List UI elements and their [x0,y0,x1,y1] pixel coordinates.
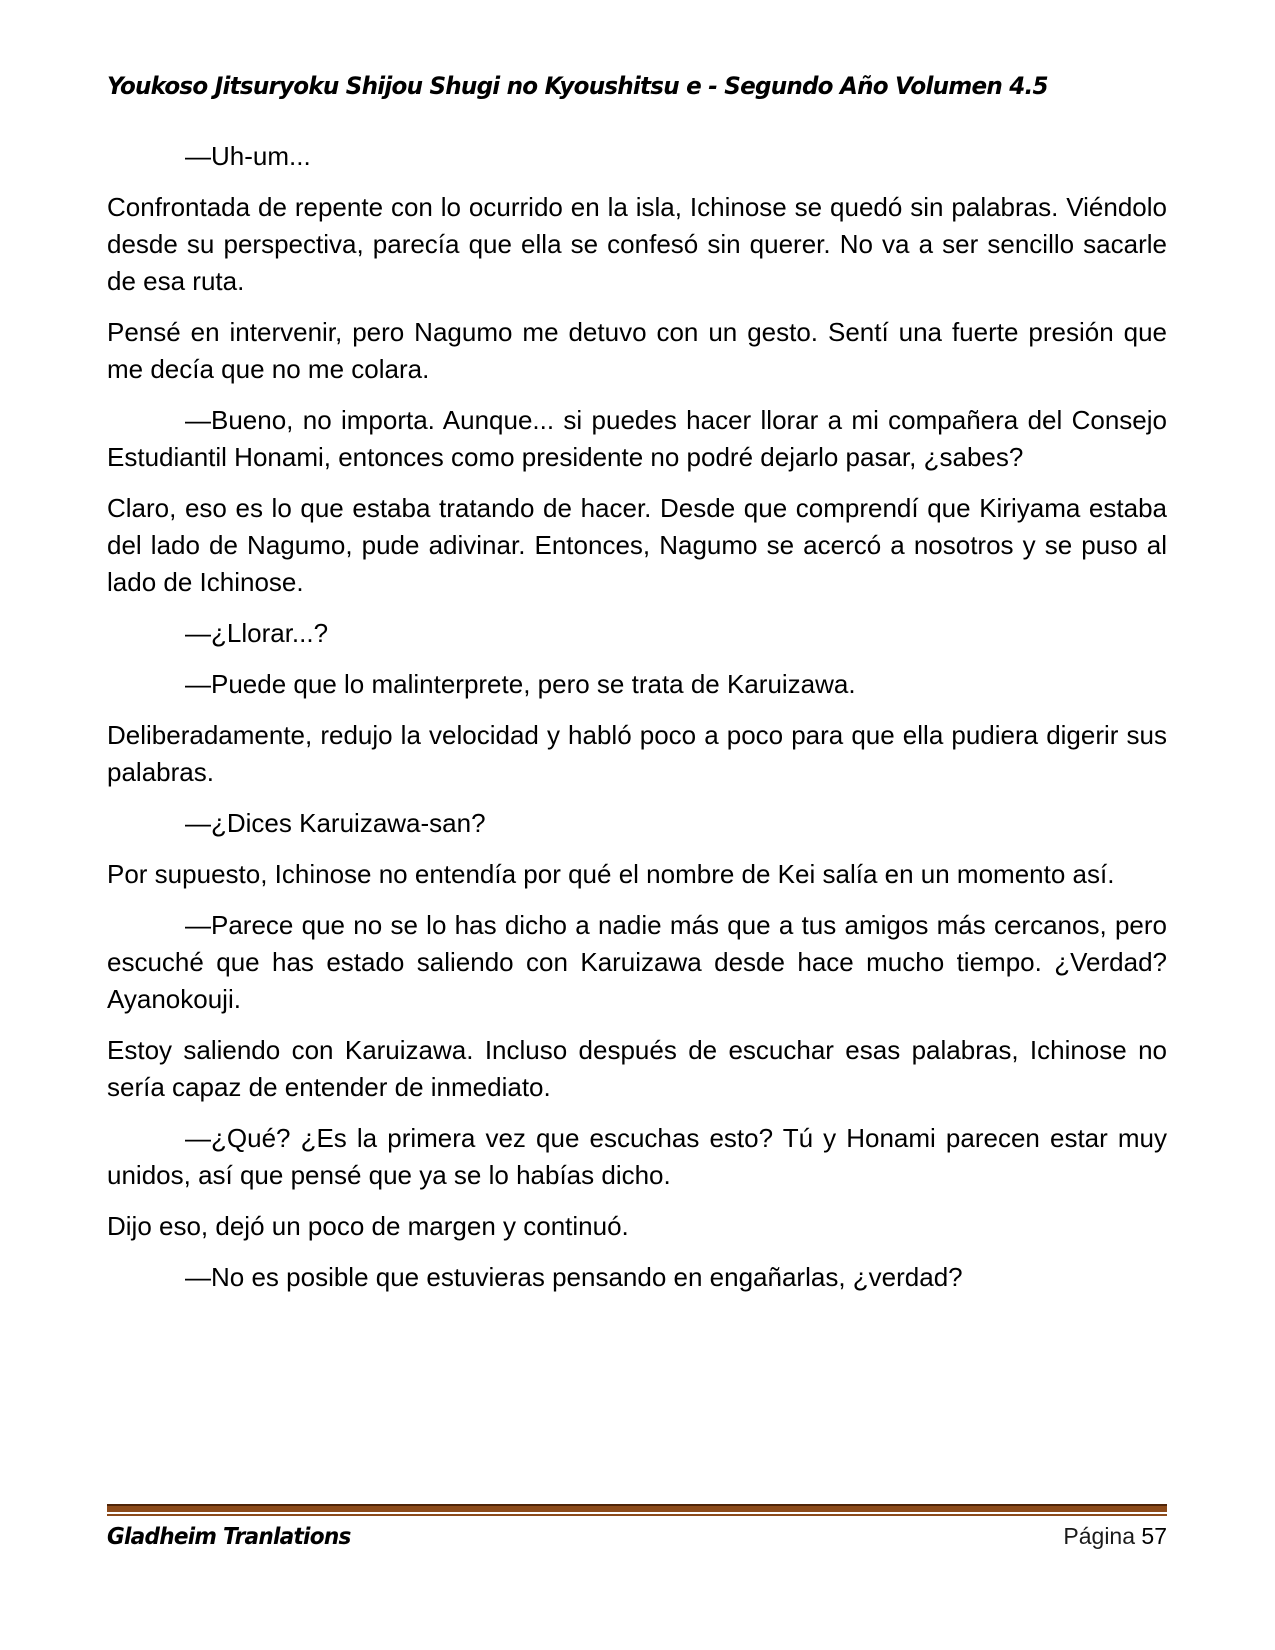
body-text [107,138,1167,1310]
narration-paragraph: Por supuesto, Ichinose no entendía por qué el nombre de Kei salía en un momento así. [107,859,1115,889]
narration-paragraph: Pensé en intervenir, pero Nagumo me detuvo con un gesto. Sentí una fuerte presión que me decía que no me colara. [107,317,1167,384]
dialogue-paragraph: —No es posible que estuvieras pensando en engañarlas, ¿verdad? [185,1262,963,1292]
narration-paragraph: Dijo eso, dejó un poco de margen y continuó. [107,1211,629,1241]
footer-divider-thin [107,1514,1167,1516]
dialogue-paragraph: —Puede que lo malinterprete, pero se trata de Karuizawa. [185,669,856,699]
dialogue-paragraph: —Parece que no se lo has dicho a nadie más que a tus amigos más cercanos, pero escuché que has estado saliendo con Karuizawa desde hace mucho tiempo. ¿Verdad? Ayanokouji. [107,910,1167,1014]
narration-paragraph: Estoy saliendo con Karuizawa. Incluso después de escuchar esas palabras, Ichinose no sería capaz de entender de inmediato. [107,1035,1167,1102]
page-label: Página [1063,1523,1136,1549]
dialogue-paragraph: —¿Llorar...? [185,618,329,648]
narration-paragraph: Claro, eso es lo que estaba tratando de hacer. Desde que comprendí que Kiriyama estaba del lado de Nagumo, pude adivinar. Entonces, Nagumo se acercó a nosotros y se puso al lado de Ichinose. [107,493,1167,597]
narration-paragraph: Deliberadamente, redujo la velocidad y habló poco a poco para que ella pudiera digerir sus palabras. [107,720,1167,787]
page-header [107,72,1167,100]
page-footer [107,1504,1167,1550]
dialogue-paragraph: —Bueno, no importa. Aunque... si puedes hacer llorar a mi compañera del Consejo Estudiantil Honami, entonces como presidente no podré dejarlo pasar, ¿sabes? [107,405,1167,472]
footer-divider-thick [107,1504,1167,1512]
header-title: Youkoso Jitsuryoku Shijou Shugi no Kyoushitsu e - Segundo Año Volumen 4.5 [107,72,1048,100]
dialogue-paragraph: —¿Dices Karuizawa-san? [185,808,486,838]
footer-page-number [1063,1523,1167,1550]
footer-row [107,1523,1167,1550]
narration-paragraph: Confrontada de repente con lo ocurrido en la isla, Ichinose se quedó sin palabras. Viéndolo desde su perspectiva, parecía que ella se confesó sin querer. No va a ser sencillo sacarle de esa ruta. [107,192,1167,296]
dialogue-paragraph: —Uh-um... [185,141,311,171]
page-number-value: 57 [1141,1523,1167,1549]
footer-translator: Gladheim Tranlations [107,1524,351,1550]
dialogue-paragraph: —¿Qué? ¿Es la primera vez que escuchas esto? Tú y Honami parecen estar muy unidos, así que pensé que ya se lo habías dicho. [107,1123,1167,1190]
